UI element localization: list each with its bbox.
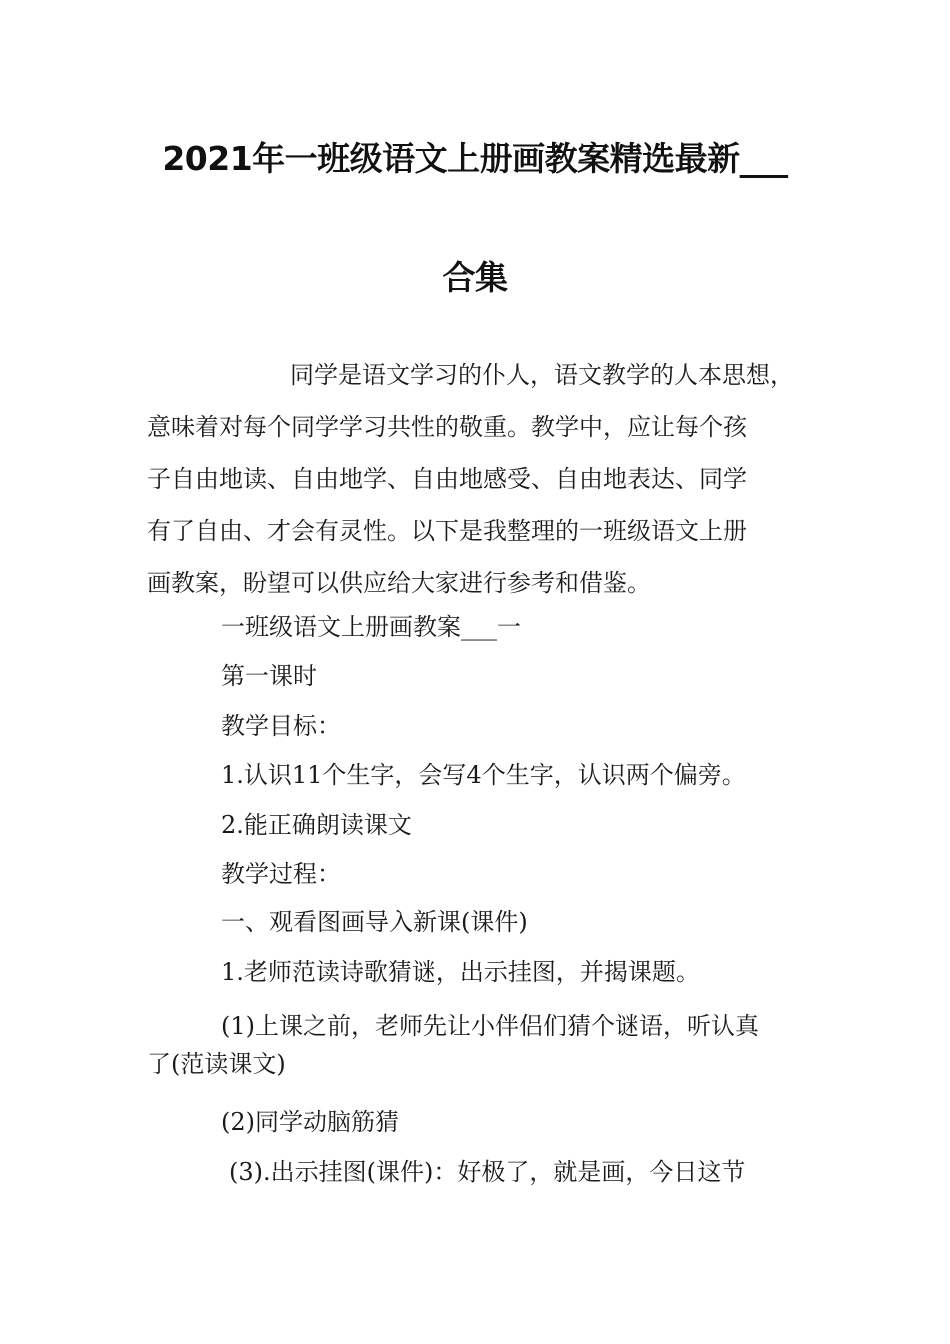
intro-line: 画教案，盼望可以供应给大家进行参考和借鉴。	[147, 569, 651, 597]
substep-line: 了(范读课文)	[147, 1050, 286, 1078]
process-heading: 教学过程：	[221, 860, 341, 888]
process-step: 1.老师范读诗歌猜谜，出示挂图，并揭课题。	[221, 958, 700, 986]
substep-line: (1)上课之前，老师先让小伴侣们猜个谜语，听认真	[221, 1012, 759, 1040]
intro-line: 子自由地读、自由地学、自由地感受、自由地表达、同学	[147, 465, 747, 493]
document-title-line-1: 2021年一班级语文上册画教案精选最新___	[162, 139, 788, 178]
section-heading: 一班级语文上册画教案___一	[221, 613, 521, 641]
intro-line: 有了自由、才会有灵性。以下是我整理的一班级语文上册	[147, 517, 747, 545]
intro-line: 意味着对每个同学学习共性的敬重。教学中，应让每个孩	[147, 413, 747, 441]
goal-item: 1.认识11个生字，会写4个生字，认识两个偏旁。	[221, 761, 746, 789]
process-substep: (2)同学动脑筋猜	[221, 1108, 399, 1136]
goal-item: 2.能正确朗读课文	[221, 811, 412, 839]
intro-line: 同学是语文学习的仆人，语文教学的人本思想，	[290, 361, 794, 389]
process-step: 一、观看图画导入新课(课件)	[221, 908, 528, 936]
process-substep	[147, 1007, 827, 1083]
intro-paragraph	[147, 349, 827, 609]
lesson-label: 第一课时	[221, 662, 317, 690]
goals-heading: 教学目标：	[221, 712, 341, 740]
document-title-line-2: 合集	[442, 258, 508, 297]
process-substep: (3).出示挂图(课件)：好极了，就是画，今日这节	[229, 1158, 746, 1186]
